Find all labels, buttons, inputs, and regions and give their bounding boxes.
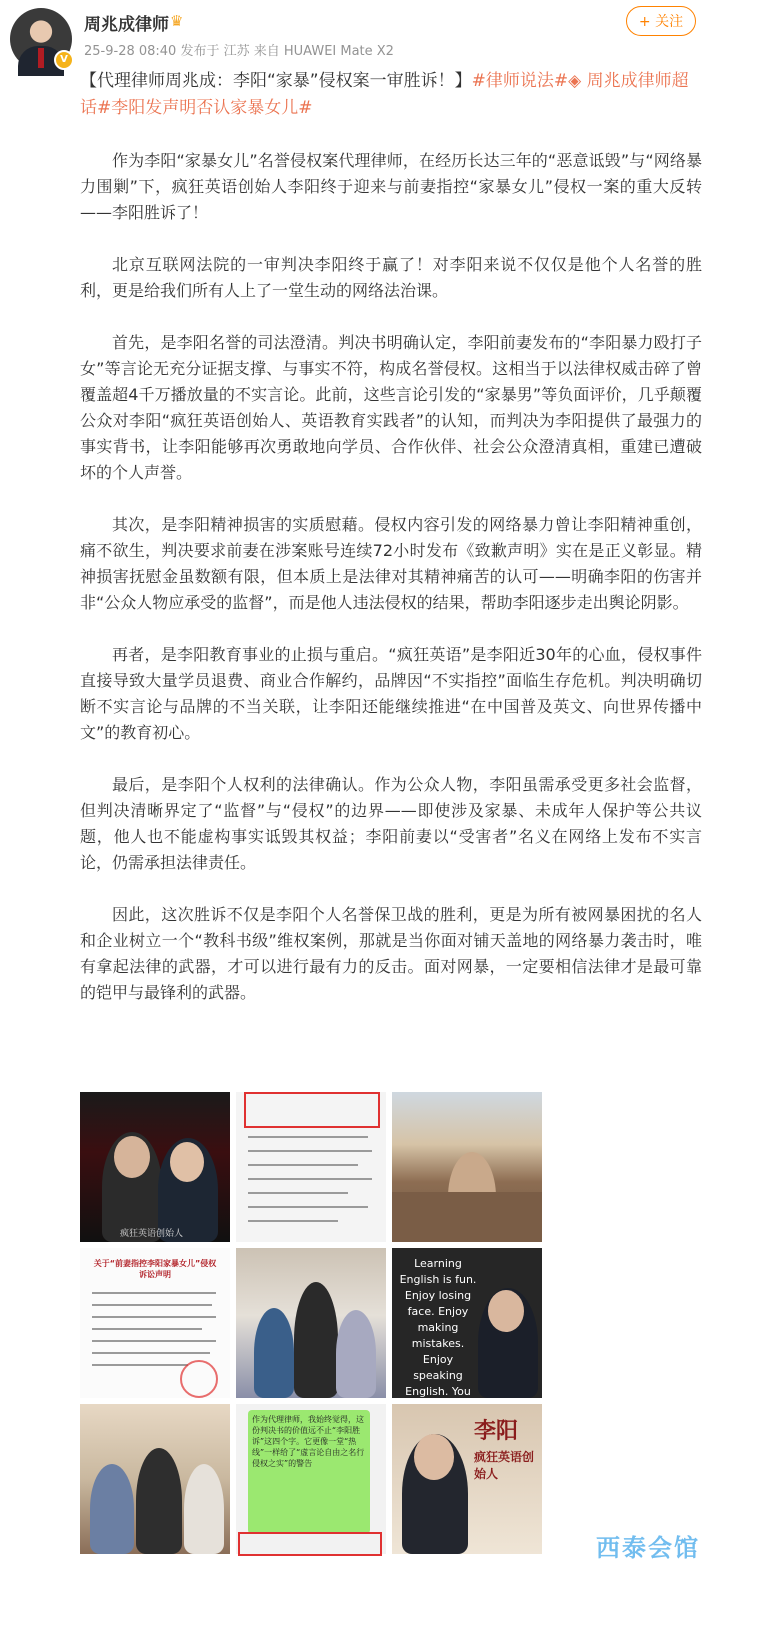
- image-thumbnail-8[interactable]: [236, 1404, 386, 1554]
- image-thumbnail-4[interactable]: [80, 1248, 230, 1398]
- doc-line: [92, 1292, 216, 1294]
- image-caption-1: 疯狂英语创始人: [120, 1229, 184, 1239]
- doc-line: [248, 1178, 372, 1180]
- post-body: [80, 148, 702, 1032]
- family-figure-1: [254, 1308, 294, 1398]
- doc-line: [248, 1206, 368, 1208]
- image-thumbnail-1[interactable]: [80, 1092, 230, 1242]
- headline-lead: 【代理律师周兆成：李阳“家暴”侵权案一审胜诉！】: [80, 71, 472, 91]
- doc-line: [248, 1164, 358, 1166]
- hashtag-lawyer-talk[interactable]: #律师说法#: [471, 71, 569, 91]
- paragraph-7: 因此，这次胜诉不仅是李阳个人名誉保卫战的胜利，更是为所有被网暴困扰的名人和企业树立一个“教科书级”维权案例，那就是当你面对铺天盖地的网络暴力袭击时，唯有拿起法律的武器，才可以进行最有力的反击。面对网暴，一定要相信法律才是最可靠的铠甲与最锋利的武器。: [80, 905, 702, 1002]
- study-figure-2: [136, 1448, 182, 1554]
- motto-text: Learning English is fun. Enjoy losing face. Enjoy making mistakes. Enjoy speaking English. You: [399, 1257, 477, 1398]
- post-headline: [80, 68, 700, 122]
- doc-line: [248, 1150, 372, 1152]
- doc-line: [248, 1192, 348, 1194]
- family-figure-2: [294, 1282, 338, 1398]
- image-thumbnail-5[interactable]: [236, 1248, 386, 1398]
- super-topic-link[interactable]: ◈ 周兆成律师超话: [80, 71, 689, 118]
- paragraph-1: 作为李阳“家暴女儿”名誉侵权案代理律师，在经历长达三年的“恶意诋毁”与“网络暴力围剿”下，疯狂英语创始人李阳终于迎来与前妻指控“家暴女儿”侵权一案的重大反转——李阳胜诉了！: [80, 151, 702, 222]
- portrait-face-left: [114, 1136, 150, 1178]
- doc-line: [248, 1136, 368, 1138]
- portrait-title: 疯狂英语创始人: [474, 1450, 535, 1481]
- document-title: 关于“前妻指控李阳家暴女儿”侵权诉讼声明: [93, 1259, 217, 1279]
- doc-line: [92, 1328, 202, 1330]
- image-thumbnail-2[interactable]: [236, 1092, 386, 1242]
- image-thumbnail-7[interactable]: [80, 1404, 230, 1554]
- study-figure-1: [90, 1464, 134, 1554]
- paragraph-3: 首先，是李阳名誉的司法澄清。判决书明确认定，李阳前妻发布的“李阳暴力殴打子女”等言论无充分证据支撑、与事实不符，构成名誉侵权。这相当于以法律权威击碎了曾覆盖超4千万播放量的不实言论。此前，这些言论引发的“家暴男”等负面评价，几乎颠覆公众对李阳“疯狂英语创始人、英语教育实践者”的认知，而判决为李阳提供了最强力的事实背书，让李阳能够再次勇敢地向学员、合作伙伴、社会公众澄清真相，重建已遭破坏的个人声誉。: [80, 333, 702, 482]
- chat-bubble-text: 作为代理律师，我始终觉得，这份判决书的价值远不止“李阳胜诉”这四个字。它更像一堂“热线”一样给了“虚言论自由之名行侵权之实”的警告: [252, 1415, 365, 1468]
- watermark-logo: 西泰会馆: [596, 1534, 700, 1562]
- thumbs-up-face: [488, 1290, 524, 1332]
- red-seal-icon: [180, 1360, 218, 1398]
- study-figure-3: [184, 1464, 224, 1554]
- highlight-box-bottom: [238, 1532, 382, 1556]
- highlight-box-top: [244, 1092, 380, 1128]
- paragraph-6: 最后，是李阳个人权利的法律确认。作为公众人物，李阳虽需承受更多社会监督，但判决清晰界定了“监督”与“侵权”的边界——即使涉及家暴、未成年人保护等公共议题，他人也不能虚构事实诋毁其权益；李阳前妻以“受害者”名义在网络上发布不实言论，仍需承担法律责任。: [80, 775, 702, 872]
- crowd: [392, 1192, 542, 1242]
- verified-badge-icon: V: [54, 50, 74, 70]
- family-figure-3: [336, 1310, 376, 1398]
- image-thumbnail-9[interactable]: [392, 1404, 542, 1554]
- portrait-face-right: [170, 1142, 204, 1182]
- follow-button[interactable]: + 关注: [626, 6, 696, 36]
- paragraph-4: 其次，是李阳精神损害的实质慰藉。侵权内容引发的网络暴力曾让李阳精神重创，痛不欲生，判决要求前妻在涉案账号连续72小时发布《致歉声明》实在是正义彰显。精神损害抚慰金虽数额有限，但本质上是法律对其精神痛苦的认可——明确李阳的伤害并非“公众人物应承受的监督”，而是他人违法侵权的结果，帮助李阳逐步走出舆论阴影。: [80, 515, 702, 612]
- portrait-name: 李阳: [474, 1419, 519, 1444]
- doc-line: [92, 1316, 216, 1318]
- doc-line: [92, 1304, 212, 1306]
- author-name[interactable]: 周兆成律师: [84, 15, 169, 35]
- doc-line: [248, 1220, 338, 1222]
- doc-line: [92, 1364, 188, 1366]
- crown-icon: ♛: [170, 12, 184, 30]
- hashtag-liyang-statement[interactable]: #李阳发声明否认家暴女儿#: [97, 98, 313, 118]
- doc-line: [92, 1340, 216, 1342]
- image-thumbnail-3[interactable]: [392, 1092, 542, 1242]
- image-thumbnail-6[interactable]: [392, 1248, 542, 1398]
- paragraph-2: 北京互联网法院的一审判决李阳终于赢了！对李阳来说不仅仅是他个人名誉的胜利，更是给我们所有人上了一堂生动的网络法治课。: [80, 255, 702, 300]
- avatar-tie: [38, 48, 44, 68]
- portrait-face: [414, 1434, 454, 1480]
- post-meta: 25-9-28 08:40 发布于 江苏 来自 HUAWEI Mate X2: [84, 44, 394, 59]
- doc-line: [92, 1352, 210, 1354]
- paragraph-5: 再者，是李阳教育事业的止损与重启。“疯狂英语”是李阳近30年的心血，侵权事件直接导致大量学员退费、商业合作解约，品牌因“不实指控”面临生存危机。判决明确切断不实言论与品牌的不当关联，让李阳还能继续推进“在中国普及英文、向世界传播中文”的教育初心。: [80, 645, 702, 742]
